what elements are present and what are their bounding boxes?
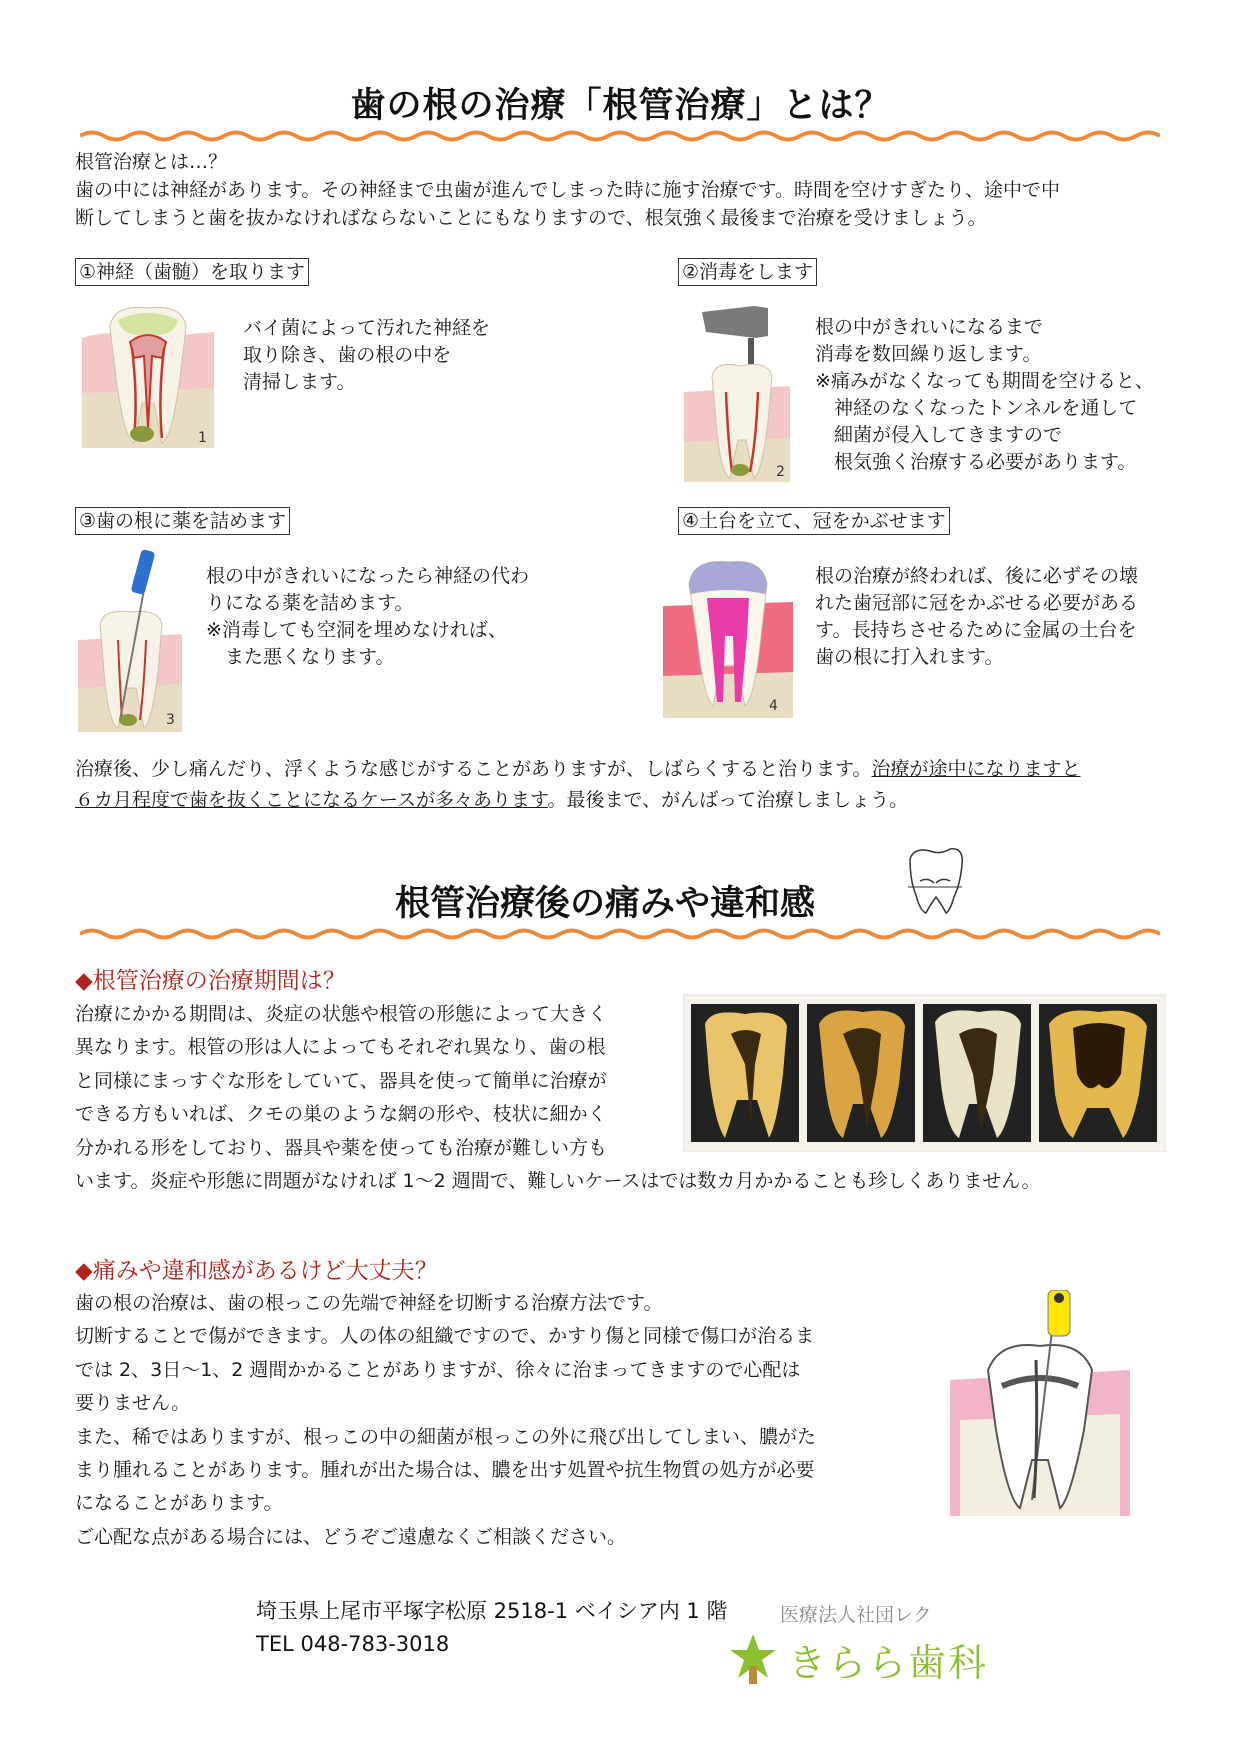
after-treatment-text: 治療後、少し痛んだり、浮くような感じがすることがありますが、しばらくすると治ります。治療が途中になりますと ６カ月程度で歯を抜くことになるケースが多々あります。最後まで、がんばって治療しましょう。 (75, 758, 1081, 811)
step-2-text: 根の中がきれいになるまで 消毒を数回繰り返します。 ※痛みがなくなっても期間を空けると、 神経のなくなったトンネルを通して 細菌が侵入してきますので 根気強く治療する必要があります。 (815, 316, 1154, 473)
step-1-text: バイ菌によって汚れた神経を 取り除き、歯の根の中を 清掃します。 (243, 317, 491, 393)
intro-question: 根管治療とは…？ (75, 151, 228, 173)
question-1-last-line: います。炎症や形態に問題がなければ 1～2 週間で、難しいケースはでは数カ月かかることも珍しくありません。 (75, 1170, 1041, 1192)
intro-line-1: 歯の中には神経があります。その神経まで虫歯が進んでしまった時に施す治療です。時間を空けすぎたり、途中で中 (75, 179, 1060, 201)
step-4-label: ④土台を立て、冠をかぶせます (678, 507, 950, 535)
file-in-root-canal-illustration (950, 1290, 1130, 1516)
wave-divider-2 (80, 926, 1160, 942)
section-2-title: 根管治療後の痛みや違和感 (395, 884, 816, 924)
step-1-label: ①神経（歯髄）を取ります (75, 258, 309, 286)
step-2-number: 2 (776, 464, 785, 480)
tooth-filling-illustration (78, 548, 182, 732)
tooth-pulp-removal-illustration (82, 298, 214, 448)
question-1-heading: ◆根管治療の治療期間は？ (75, 968, 346, 994)
star-tree-logo-icon (728, 1632, 778, 1686)
clinic-name: きらら歯科 (788, 1641, 989, 1685)
page-title: 歯の根の治療「根管治療」とは？ (350, 86, 891, 126)
step-3-number: 3 (166, 712, 175, 728)
question-1-body: 治療にかかる期間は、炎症の状態や根管の形態によって大きく 異なります。根管の形は人によってもそれぞれ異なり、歯の根 と同様にまっすぐな形をしていて、器具を使って簡単に治療が できる方もいれば、クモの巣のような網の形や、枝状に細かく 分かれる形をしており、器具や薬を使っても治療が難しい方も (75, 1003, 608, 1159)
step-1-number: 1 (198, 430, 207, 446)
step-2-label: ②消毒をします (678, 258, 817, 286)
question-2-body: 歯の根の治療は、歯の根っこの先端で神経を切断する治療方法です。 切断することで傷ができます。人の体の組織ですので、かすり傷と同様で傷口が治るま では 2、3日～1、2 週間かかることがありますが、徐々に治まってきますので心配は 要りません。 また、稀ではありますが、根っこの中の細菌が根っこの外に飛び出してしまい、膿がた まり腫れることがあります。腫れが出た場合は、膿を出す処置や抗生物質の処方が必要 になることがあります。 ご心配な点がある場合には、どうぞご遠慮なくご相談ください。 (75, 1292, 817, 1548)
step-3-text: 根の中がきれいになったら神経の代わ りになる薬を詰めます。 ※消毒しても空洞を埋めなければ、 また悪くなります。 (206, 565, 530, 668)
tooth-crown-illustration (663, 556, 793, 718)
intro-line-2: 断してしまうと歯を抜かなければならないことにもなりますので、根気強く最後まで治療を受けましょう。 (75, 207, 987, 229)
root-canal-shapes-photo (683, 994, 1166, 1152)
footer-tel: TEL 048-783-3018 (256, 1632, 450, 1656)
question-2-heading: ◆痛みや違和感があるけど大丈夫？ (75, 1258, 438, 1284)
clinic-corporation: 医療法人社団レク (780, 1604, 932, 1626)
step-4-number: 4 (769, 698, 778, 714)
tooth-disinfection-illustration (684, 302, 790, 482)
footer-address: 埼玉県上尾市平塚字松原 2518-1 ベイシア内 1 階 (256, 1599, 728, 1623)
step-3-label: ③歯の根に薬を詰めます (75, 507, 290, 535)
step-4-text: 根の治療が終われば、後に必ずその壊 れた歯冠部に冠をかぶせる必要がある す。長持ちさせるために金属の土台を 歯の根に打入れます。 (815, 565, 1139, 668)
tooth-cartoon-icon (900, 845, 968, 917)
wave-divider (80, 128, 1160, 144)
